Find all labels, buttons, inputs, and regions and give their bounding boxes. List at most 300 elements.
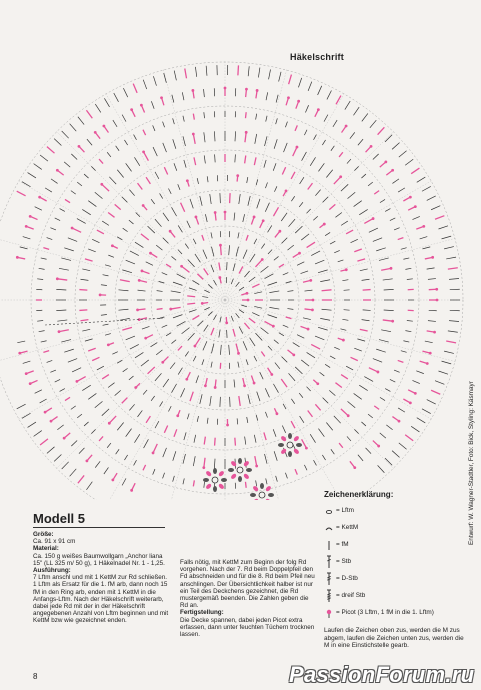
stitch-mark	[381, 330, 391, 332]
stitch-mark	[117, 170, 123, 178]
stitch-mark	[208, 312, 212, 316]
stitch-mark	[71, 406, 76, 409]
stitch-mark	[300, 416, 304, 423]
instructions-column-1	[33, 531, 169, 625]
stitch-mark	[341, 184, 348, 191]
picot-mark	[370, 145, 373, 148]
stitch-mark	[354, 393, 362, 399]
stitch-mark	[103, 324, 109, 325]
picot-mark	[245, 131, 248, 134]
stitch-mark	[78, 475, 84, 483]
stitch-mark	[82, 269, 90, 271]
picot-mark	[226, 424, 229, 427]
stitch-mark	[35, 207, 42, 211]
stitch-mark	[376, 349, 386, 352]
stitch-mark	[318, 429, 324, 437]
stitch-mark	[398, 238, 404, 240]
flower-petal	[265, 498, 272, 500]
stitch-mark	[95, 192, 103, 198]
stitch-mark	[448, 268, 458, 269]
title-underline	[33, 527, 165, 528]
stitch-mark	[301, 271, 309, 274]
stitch-mark	[77, 414, 82, 418]
stitch-mark	[323, 398, 329, 404]
stitch-mark	[258, 68, 259, 78]
stitch-mark	[160, 401, 163, 406]
picot-mark	[94, 131, 97, 134]
legend-item-dtr	[324, 589, 464, 606]
stitch-mark	[318, 327, 328, 330]
stitch-mark	[245, 132, 246, 142]
picot-mark	[292, 353, 295, 356]
chart-ray	[0, 238, 225, 300]
stitch-mark	[163, 473, 165, 479]
picot-mark	[345, 125, 348, 128]
stitch-mark	[70, 124, 77, 132]
stitch-mark	[265, 321, 274, 326]
stitch-mark	[307, 387, 311, 391]
stitch-mark	[249, 277, 255, 282]
chart-ray	[225, 300, 395, 470]
picot-mark	[63, 437, 66, 440]
picot-mark	[176, 414, 179, 417]
chart-ray	[225, 92, 345, 300]
stitch-mark	[298, 78, 301, 87]
stitch-mark	[40, 155, 48, 161]
stitch-mark	[185, 244, 188, 249]
size-text: Ca. 91 x 91 cm	[33, 538, 76, 546]
stitch-mark	[248, 394, 250, 404]
stitch-mark	[171, 256, 176, 260]
stitch-mark	[107, 152, 111, 157]
stitch-mark	[336, 96, 341, 105]
stitch-mark	[318, 270, 328, 273]
picot-mark	[426, 362, 429, 365]
picot-mark	[214, 211, 217, 214]
stitch-mark	[338, 260, 344, 262]
stitch-mark	[211, 232, 212, 238]
stitch-mark	[47, 360, 53, 362]
picot-mark	[134, 386, 137, 389]
stitch-mark	[156, 350, 162, 355]
stitch-mark	[254, 306, 262, 308]
stitch-mark	[279, 333, 284, 336]
stitch-mark	[56, 310, 66, 311]
flower-center	[259, 492, 265, 498]
picot-mark	[309, 279, 312, 282]
stitch-mark	[245, 112, 246, 118]
stitch-mark	[283, 273, 289, 275]
stitch-mark	[329, 204, 335, 209]
stitch-mark	[142, 326, 150, 329]
stitch-mark	[86, 482, 92, 490]
stitch-mark	[330, 241, 335, 244]
stitch-mark	[59, 330, 69, 332]
stitch-mark	[174, 163, 177, 170]
stitch-mark	[173, 315, 182, 318]
stitch-mark	[322, 455, 325, 460]
stitch-mark	[62, 131, 69, 138]
picot-mark	[246, 292, 249, 295]
stitch-mark	[157, 291, 163, 292]
picot-mark	[86, 459, 89, 462]
flower-petal	[218, 470, 225, 477]
flower-petal	[205, 483, 212, 490]
stitch-mark	[178, 368, 182, 375]
stitch-mark	[293, 147, 297, 156]
stitch-mark	[308, 82, 312, 91]
stitch-mark	[163, 379, 169, 387]
stitch-mark	[101, 285, 107, 286]
stitch-mark	[274, 451, 277, 461]
stitch-mark	[403, 341, 409, 342]
stitch-mark	[446, 341, 456, 343]
stitch-mark	[427, 400, 436, 404]
stitch-mark	[378, 127, 385, 134]
picot-mark	[409, 196, 412, 199]
stitch-mark	[239, 327, 243, 334]
stitch-mark	[325, 232, 330, 235]
stitch-mark	[134, 157, 139, 165]
stitch-mark	[257, 392, 260, 401]
stitch-mark	[308, 410, 313, 416]
stitch-mark	[204, 458, 205, 468]
picot-mark	[372, 217, 375, 220]
stitch-mark	[318, 86, 322, 95]
stitch-mark	[65, 397, 70, 400]
stitch-mark	[364, 219, 373, 224]
stitch-mark	[359, 385, 367, 390]
flower-petal	[280, 435, 287, 442]
stitch-mark	[304, 465, 307, 470]
flower-petal	[293, 435, 300, 442]
picot-mark	[201, 302, 204, 305]
stitch-mark	[265, 454, 267, 464]
picot-mark	[56, 169, 59, 172]
picot-mark	[214, 386, 217, 389]
picot-mark	[261, 258, 264, 261]
picot-mark	[262, 219, 265, 222]
stitch-mark	[282, 426, 285, 433]
stitch-mark	[273, 163, 276, 170]
picot-mark	[194, 345, 197, 348]
stitch-mark	[126, 260, 135, 264]
stitch-mark	[188, 333, 195, 340]
stitch-mark	[384, 310, 394, 311]
stitch-mark	[153, 125, 155, 131]
picot-mark	[102, 125, 105, 128]
stitch-mark	[17, 404, 26, 409]
stitch-mark	[146, 177, 150, 184]
stitch-mark	[412, 216, 419, 219]
stitch-mark	[77, 377, 86, 382]
picot-mark	[270, 373, 273, 376]
stitch-mark	[322, 290, 332, 291]
stitch-mark	[403, 258, 409, 259]
stitch-mark	[204, 112, 205, 118]
stitch-mark	[151, 101, 154, 109]
stitch-mark	[143, 390, 147, 395]
stitch-mark	[84, 174, 88, 178]
stitch-mark	[163, 143, 167, 152]
picot-mark	[391, 320, 394, 323]
stitch-mark	[202, 235, 204, 241]
stitch-mark	[211, 344, 213, 354]
stitch-mark	[234, 379, 235, 387]
stitch-mark	[59, 268, 69, 270]
stitch-mark	[353, 107, 359, 115]
picot-mark	[180, 265, 183, 268]
stitch-mark	[399, 151, 407, 157]
stitch-mark	[173, 139, 176, 149]
stitch-mark	[340, 329, 346, 330]
picot-mark	[311, 308, 314, 311]
picot-mark	[219, 244, 222, 247]
stitch-mark	[64, 162, 70, 167]
stitch-mark	[276, 95, 278, 103]
stitch-mark	[204, 307, 209, 310]
stitch-mark	[143, 130, 146, 135]
stitch-mark	[143, 465, 146, 470]
stitch-mark	[68, 238, 77, 242]
stitch-mark	[276, 118, 278, 124]
stitch-mark	[88, 348, 95, 351]
stitch-mark	[322, 309, 332, 310]
stitch-mark	[153, 444, 157, 453]
stitch-mark	[384, 289, 394, 290]
stitch-mark	[122, 398, 128, 404]
stitch-mark	[279, 72, 281, 82]
stitch-mark	[257, 199, 260, 208]
flower-petal	[205, 470, 212, 477]
stitch-mark	[394, 370, 400, 372]
stitch-mark	[435, 216, 444, 220]
stitch-mark	[80, 279, 88, 280]
stitch-mark	[295, 125, 297, 131]
stitch-mark	[135, 242, 143, 247]
stitch-mark	[141, 234, 149, 240]
flower-petal	[203, 478, 209, 482]
picot-mark	[414, 205, 417, 208]
stitch-mark	[204, 437, 205, 445]
stitch-mark	[195, 338, 200, 346]
stitch-mark	[79, 448, 85, 454]
stitch-mark	[183, 116, 184, 122]
stitch-mark	[153, 76, 156, 86]
symbol-legend	[324, 491, 464, 650]
flower-petal	[252, 485, 259, 492]
stitch-mark	[266, 116, 267, 122]
stitch-mark	[37, 320, 43, 321]
stitch-mark	[47, 147, 55, 154]
stitch-mark	[334, 177, 341, 184]
stitch-mark	[164, 73, 167, 83]
picot-mark	[345, 268, 348, 271]
flower-petal	[252, 498, 259, 500]
stitch-mark	[255, 134, 257, 144]
stitch-mark	[285, 122, 287, 128]
stitch-mark	[236, 313, 240, 318]
stitch-mark	[427, 268, 435, 269]
stitch-mark	[220, 317, 221, 323]
chart-ray	[55, 130, 225, 300]
stitch-mark	[162, 325, 168, 327]
stitch-mark	[189, 310, 197, 313]
stitch-mark	[368, 414, 373, 418]
stitch-mark	[380, 397, 385, 400]
stitch-mark	[155, 421, 159, 428]
stitch-mark	[247, 417, 248, 423]
stitch-mark	[287, 309, 293, 310]
stitch-mark	[362, 113, 368, 121]
stitch-mark	[254, 157, 256, 165]
stitch-mark	[369, 368, 378, 372]
stitch-mark	[77, 182, 82, 186]
stitch-mark	[153, 147, 157, 156]
stitch-mark	[130, 251, 139, 256]
stitch-mark	[185, 351, 188, 356]
flower-petal	[218, 483, 225, 490]
picot-mark	[312, 299, 315, 302]
finishing-heading: Fertigstellung:	[180, 609, 224, 617]
chart-ray	[225, 300, 287, 500]
stitch-mark	[331, 146, 334, 151]
stitch-mark	[390, 379, 395, 382]
stitch-mark	[392, 451, 399, 458]
picot-mark	[78, 145, 81, 148]
stitch-mark	[129, 376, 134, 380]
stitch-mark	[184, 160, 186, 168]
picot-mark	[398, 420, 401, 423]
stitch-mark	[202, 297, 208, 298]
flower-petal	[265, 485, 272, 492]
stitch-mark	[286, 317, 292, 319]
stitch-mark	[289, 75, 292, 85]
stitch-mark	[214, 131, 215, 141]
stitch-mark	[273, 429, 276, 436]
stitch-mark	[245, 437, 246, 445]
stitch-mark	[43, 351, 49, 353]
stitch-mark	[134, 434, 139, 442]
picot-mark	[140, 104, 143, 107]
stitch-mark	[233, 329, 235, 337]
stitch-mark	[428, 321, 436, 322]
stitch-mark	[200, 394, 202, 404]
stitch-mark	[341, 221, 348, 225]
stitch-mark	[254, 435, 256, 443]
picot-mark	[130, 108, 133, 111]
stitch-mark	[138, 183, 143, 189]
stitch-mark	[239, 396, 240, 406]
stitch-mark	[208, 284, 212, 288]
stitch-mark	[17, 191, 26, 196]
stitch-mark	[299, 393, 303, 398]
stitch-mark	[86, 110, 92, 118]
stitch-mark	[360, 269, 368, 271]
flower-petal	[288, 433, 292, 439]
stitch-mark	[91, 166, 95, 170]
stitch-mark	[22, 413, 31, 418]
stitch-mark	[193, 239, 196, 244]
stitch-mark	[405, 331, 411, 332]
stitch-mark	[65, 199, 70, 202]
stitch-mark	[255, 456, 257, 466]
stitch-mark	[291, 399, 294, 404]
stitch-mark	[398, 360, 404, 362]
stitch-mark	[274, 186, 276, 191]
stitch-mark	[163, 122, 165, 128]
stitch-mark	[368, 182, 373, 186]
picot-icon	[324, 606, 334, 620]
stitch-mark	[305, 105, 308, 112]
stitch-mark	[155, 373, 162, 381]
stitch-mark	[449, 278, 459, 279]
stitch-mark	[99, 436, 103, 440]
stitch-mark	[17, 341, 25, 343]
stitch-mark	[171, 340, 176, 344]
chart-ray	[105, 92, 225, 300]
picot-mark	[390, 267, 393, 270]
stitch-mark	[346, 366, 353, 370]
stitch-mark	[51, 179, 58, 184]
stitch-mark	[190, 392, 193, 401]
stitch-mark	[39, 331, 45, 332]
picot-mark	[152, 452, 155, 455]
stitch-mark	[102, 221, 109, 225]
stitch-mark	[268, 225, 272, 232]
stitch-mark	[239, 266, 243, 273]
picot-mark	[169, 230, 172, 233]
stitch-mark	[104, 98, 109, 107]
picot-mark	[29, 382, 32, 385]
stitch-mark	[107, 443, 111, 448]
picot-mark	[192, 133, 195, 136]
stitch-mark	[325, 364, 330, 367]
stitch-mark	[448, 331, 458, 332]
stitch-mark	[268, 282, 277, 285]
stitch-mark	[442, 361, 452, 364]
stitch-mark	[134, 460, 137, 465]
stitch-mark	[166, 333, 171, 336]
stitch-mark	[243, 341, 247, 350]
stitch-mark	[144, 439, 149, 448]
stitch-mark	[335, 213, 341, 218]
stitch-mark	[182, 266, 190, 272]
legend-item-label: = dreif Stb	[336, 592, 366, 600]
stitch-mark	[220, 345, 221, 355]
picot-mark	[76, 380, 79, 383]
stitch-mark	[369, 228, 378, 232]
stitch-mark	[260, 372, 263, 379]
stitch-mark	[193, 456, 195, 466]
stitch-mark	[95, 104, 101, 112]
stitch-mark	[200, 196, 202, 206]
stitch-mark	[151, 199, 155, 204]
stitch-mark	[211, 328, 214, 335]
stitch-mark	[57, 425, 63, 430]
stitch-mark	[183, 454, 185, 464]
stitch-mark	[416, 371, 424, 374]
picot-mark	[111, 479, 114, 482]
execution-text: 7 Lftm anschl und mit 1 KettM zur Rd schließen. 1 Lftm als Ersatz für die 1. fM arb, dann noch 15 fM in den Ring arb, enden mit 1 KettM in die Anfangs-Lftm. Nach der Häkelschrift weiterarb, dabei jede Rd mit der in der Häkelschrift angegebenen Anzahl von Lftm beginnen und mit KettM bzw wie gezeichnet enden.	[33, 574, 169, 625]
stitch-mark	[288, 245, 294, 250]
stitch-mark	[315, 336, 324, 340]
stitch-mark	[449, 321, 459, 322]
stitch-mark	[308, 183, 313, 189]
stitch-mark	[354, 348, 361, 351]
stitch-mark	[342, 319, 348, 320]
stitch-mark	[72, 368, 81, 372]
